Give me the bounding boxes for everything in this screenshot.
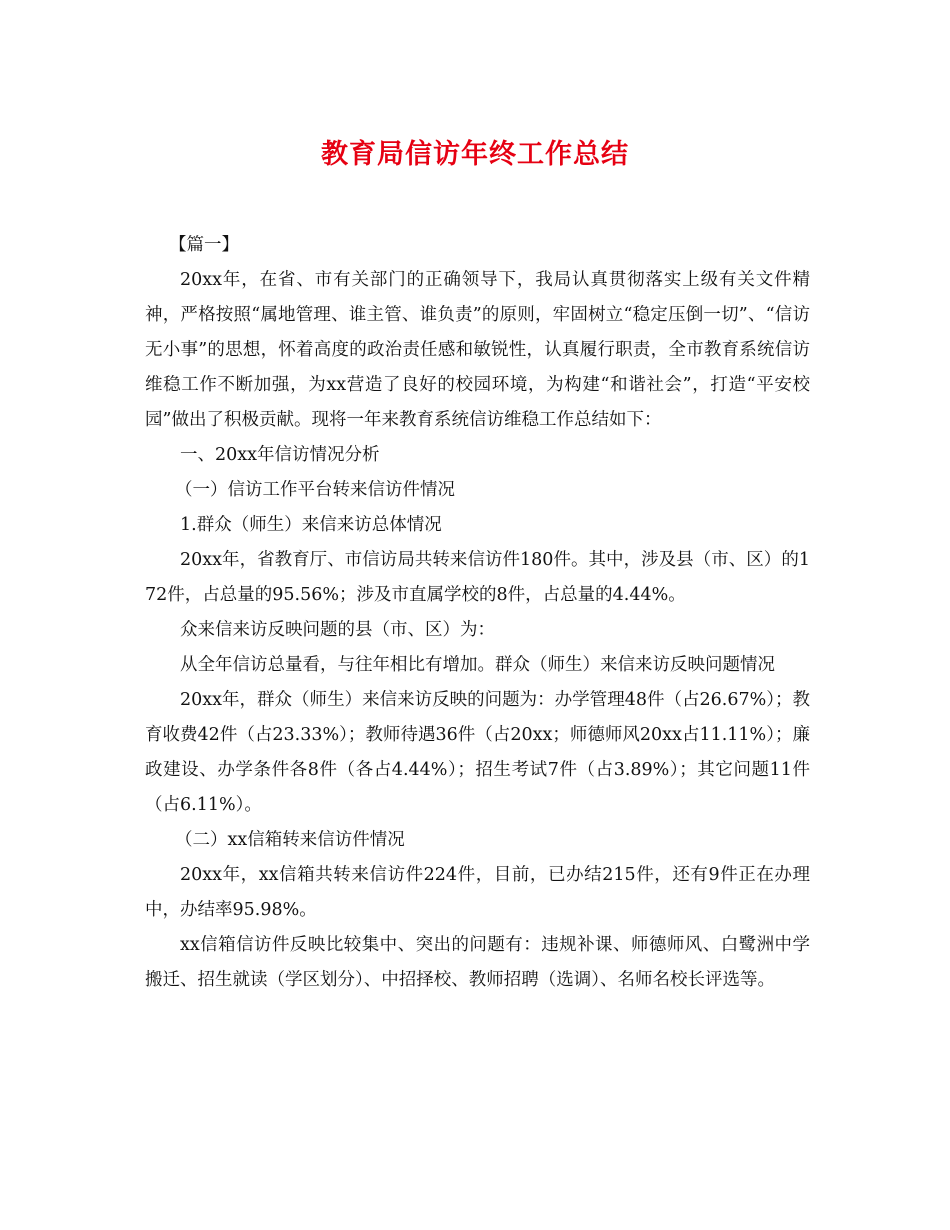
section-label: 【篇一】 bbox=[169, 235, 239, 255]
paragraph-compare: 从全年信访总量看，与往年相比有增加。群众（师生）来信来访反映问题情况 bbox=[180, 655, 775, 675]
heading-subsection-1: （一）信访工作平台转来信访件情况 bbox=[175, 480, 455, 500]
intro-paragraph: 20xx年，在省、市有关部门的正确领导下，我局认真贯彻落实上级有关文件精神，严格按照“属地管理、谁主管、谁负责”的原则，牢固树立“稳定压倒一切”、“信访无小事”的思想，怀着高度的政治责任感和敏锐性，认真履行职责，全市教育系统信访维稳工作不断加强，为xx营造了良好的校园环境，为构建“和谐社会”，打造“平安校园”做出了积极贡献。现将一年来教育系统信访维稳工作总结如下： bbox=[145, 270, 810, 430]
paragraph-total: 20xx年，省教育厅、市信访局共转来信访件180件。其中，涉及县（市、区）的172件，占总量的95.56%；涉及市直属学校的8件，占总量的4.44%。 bbox=[145, 550, 810, 605]
document-body bbox=[145, 228, 810, 998]
heading-subsection-2: （二）xx信箱转来信访件情况 bbox=[175, 830, 405, 850]
paragraph-counties: 众来信来访反映问题的县（市、区）为： bbox=[180, 620, 495, 640]
paragraph-mailbox-issues: xx信箱信访件反映比较集中、突出的问题有：违规补课、师德师风、白鹭洲中学搬迁、招生就读（学区划分）、中招择校、教师招聘（选调）、名师名校长评选等。 bbox=[145, 935, 810, 990]
paragraph-issues: 20xx年，群众（师生）来信来访反映的问题为：办学管理48件（占26.67%）；教育收费42件（占23.33%）；教师待遇36件（占20xx；师德师风20xx占11.11%）；廉政建设、办学条件各8件（各占4.44%）；招生考试7件（占3.89%）；其它问题11件（占6.11%）。 bbox=[145, 690, 810, 815]
heading-level-1: 一、20xx年信访情况分析 bbox=[180, 445, 380, 465]
document-title: 教育局信访年终工作总结 bbox=[321, 139, 629, 170]
paragraph-mailbox: 20xx年，xx信箱共转来信访件224件，目前，已办结215件，还有9件正在办理中，办结率95.98%。 bbox=[145, 865, 810, 920]
heading-item-1: 1.群众（师生）来信来访总体情况 bbox=[180, 515, 442, 535]
